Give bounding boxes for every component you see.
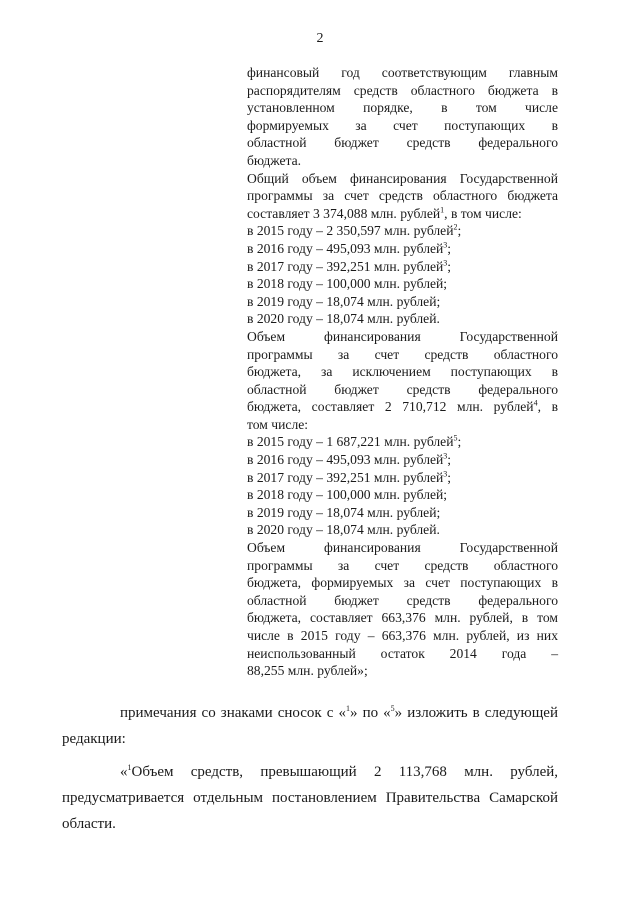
text-line: неиспользованный остаток 2014 года – [247,645,558,661]
footnote-ref: 2 [453,222,458,232]
text-line: бюджета, за исключением поступающих в [247,364,558,380]
year-line: в 2020 году – 18,074 млн. рублей. [247,522,440,538]
text-line: 88,255 млн. рублей»; [247,663,368,679]
text-line: Общий объем финансирования Государственной [247,170,558,186]
year-line: в 2015 году – 1 687,221 млн. рублей$^5$; [247,433,462,450]
year-line: в 2018 году – 100,000 млн. рублей; [247,276,448,292]
text-line: финансовый год соответствующим главным [247,65,558,80]
text-line: областной бюджет средств федерального [247,135,558,151]
year-line: в 2016 году – 495,093 млн. рублей$^3$; [247,240,452,256]
text-line: Объем финансирования Государственной [247,328,558,344]
total-line: бюджета, составляет 2 710,712 млн. рублей$^4$, в [247,398,559,415]
page-number: 2 [316,31,324,46]
text-line: программы за счет средств областного [247,346,558,362]
text-line: областной бюджет средств федерального [247,381,558,397]
footnote-ref: 1 [346,704,350,713]
footnote-ref: 3 [443,469,448,479]
year-line: в 2019 году – 18,074 млн. рублей; [247,504,441,520]
year-line: в 2015 году – 2 350,597 млн. рублей$^2$; [247,222,462,239]
text-line: том числе: [247,416,309,432]
table-right-column [247,64,558,680]
text-line: «$^1$Объем средств, превышающий 2 113,768 млн. рублей, [120,763,558,780]
text-line: распорядителям средств областного бюджета в [247,82,558,98]
total-line: составляет 3 374,088 млн. рублей$^1$, в том числе: [247,205,522,221]
text-line: бюджета. [247,152,302,168]
text-line: области. [62,816,116,832]
text-line: областной бюджет средств федерального [247,592,558,608]
year-line: в 2017 году – 392,251 млн. рублей$^3$; [247,258,452,274]
text-line: примечания со знаками сносок с «$^1$» по «$^5$» изложить в следующей [120,704,558,721]
text-line: бюджета, формируемых за счет поступающих в [247,575,558,591]
text-line: формируемых за счет поступающих в [247,117,558,133]
year-line: в 2019 году – 18,074 млн. рублей; [247,293,441,309]
text-line: редакции: [62,731,126,747]
text-line: Объем финансирования Государственной [247,540,558,556]
footnote-ref: 4 [533,398,538,408]
footnote-ref: 5 [453,433,458,443]
text-line: программы за счет средств областного бюджета [247,188,558,204]
text-line: предусматривается отдельным постановлением Правительства Самарской [62,790,558,806]
footnote-ref: 3 [443,240,448,250]
notes-paragraph [62,700,558,837]
footnote-ref: 3 [443,258,448,267]
text-line: установленном порядке, в том числе [247,100,558,116]
text-line: бюджета, составляет 663,376 млн. рублей, в том [247,610,558,626]
year-line: в 2020 году – 18,074 млн. рублей. [247,311,440,327]
footnote-ref: 5 [390,704,395,713]
footnote-ref: 1 [440,205,445,215]
footnote-ref: 1 [127,763,132,772]
year-line: в 2017 году – 392,251 млн. рублей$^3$; [247,469,452,485]
year-line: в 2018 году – 100,000 млн. рублей; [247,487,448,503]
year-line: в 2016 году – 495,093 млн. рублей$^3$; [247,451,452,468]
footnote-ref: 3 [443,451,448,461]
text-line: программы за счет средств областного [247,557,558,573]
text-line: числе в 2015 году – 663,376 млн. рублей, из них [247,628,558,643]
